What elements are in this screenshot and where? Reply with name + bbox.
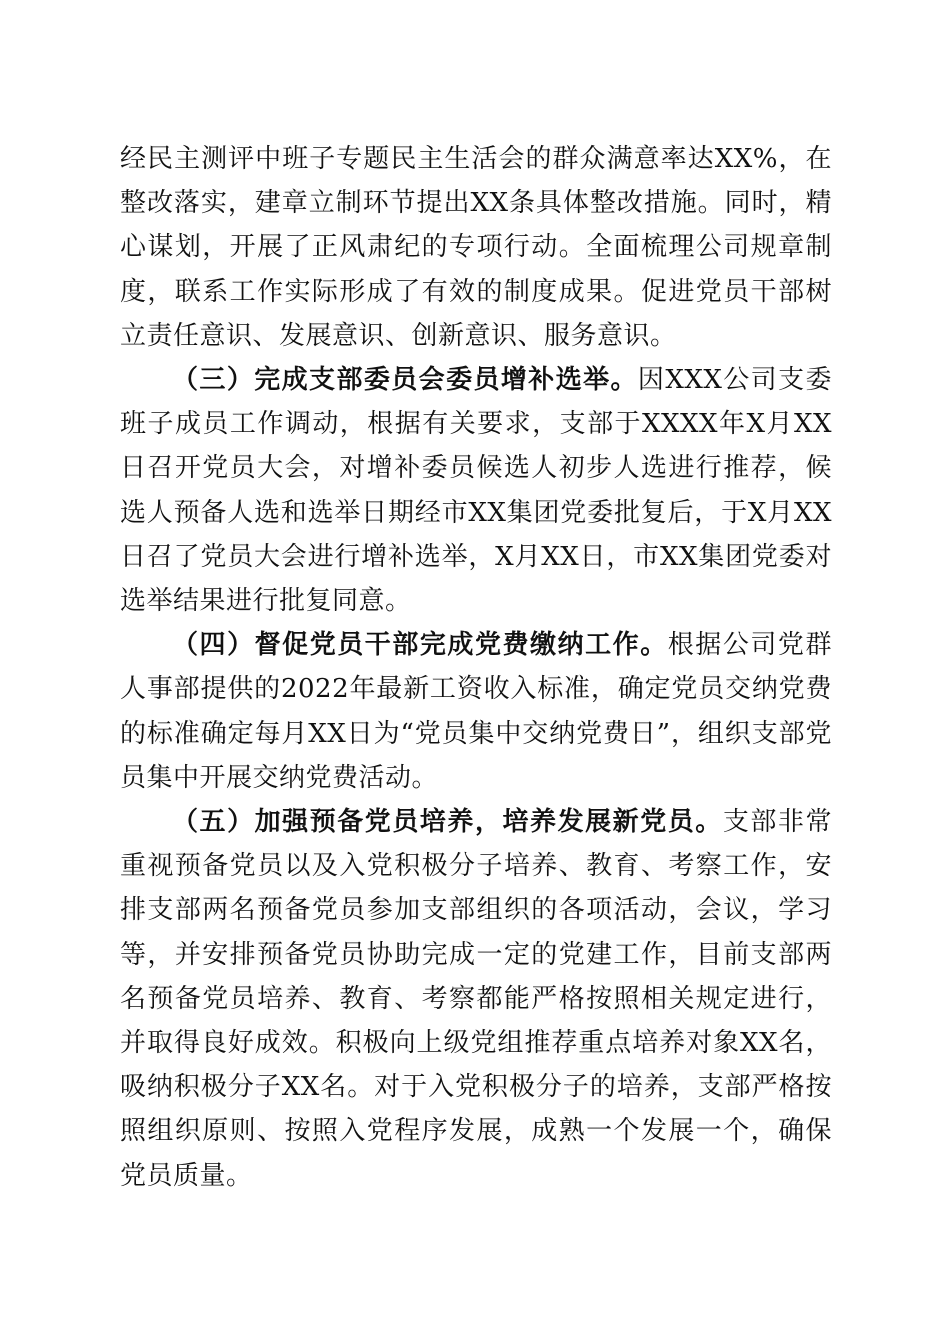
paragraph-body: 支部非常重视预备党员以及入党积极分子培养、教育、考察工作，安排支部两名预备党员参加支部组织的各项活动，会议，学习等，并安排预备党员协助完成一定的党建工作，目前支部两名预备党员培养、教育、考察都能严格按照相关规定进行，并取得良好成效。积极向上级党组推荐重点培养对象XX名，吸纳积极分子XX名。对于入党积极分子的培养，支部严格按照组织原则、按照入党程序发展，成熟一个发展一个，确保党员质量。 [120,807,832,1191]
paragraph-section-5 [120,800,832,1198]
paragraph-body: 根据公司党群人事部提供的2022年最新工资收入标准，确定党员交纳党费的标准确定每月XX日为“党员集中交纳党费日”，组织支部党员集中开展交纳党费活动。 [120,630,832,793]
document-body [120,137,832,1198]
section-heading: （五）加强预备党员培养，培养发展新党员。 [172,807,723,838]
paragraph-body: 经民主测评中班子专题民主生活会的群众满意率达XX%，在整改落实，建章立制环节提出XX条具体整改措施。同时，精心谋划，开展了正风肃纪的专项行动。全面梳理公司规章制度，联系工作实际形成了有效的制度成果。促进党员干部树立责任意识、发展意识、创新意识、服务意识。 [120,144,832,351]
paragraph-continued [120,137,832,358]
section-heading: （四）督促党员干部完成党费缴纳工作。 [172,630,668,661]
section-heading: （三）完成支部委员会委员增补选举。 [172,365,638,396]
paragraph-body: 因XXX公司支委班子成员工作调动，根据有关要求，支部于XXXX年X月XX日召开党员大会，对增补委员候选人初步人选进行推荐，候选人预备人选和选举日期经市XX集团党委批复后，于X月XX日召了党员大会进行增补选举，X月XX日，市XX集团党委对选举结果进行批复同意。 [120,365,832,617]
paragraph-section-3 [120,358,832,623]
paragraph-section-4 [120,623,832,800]
